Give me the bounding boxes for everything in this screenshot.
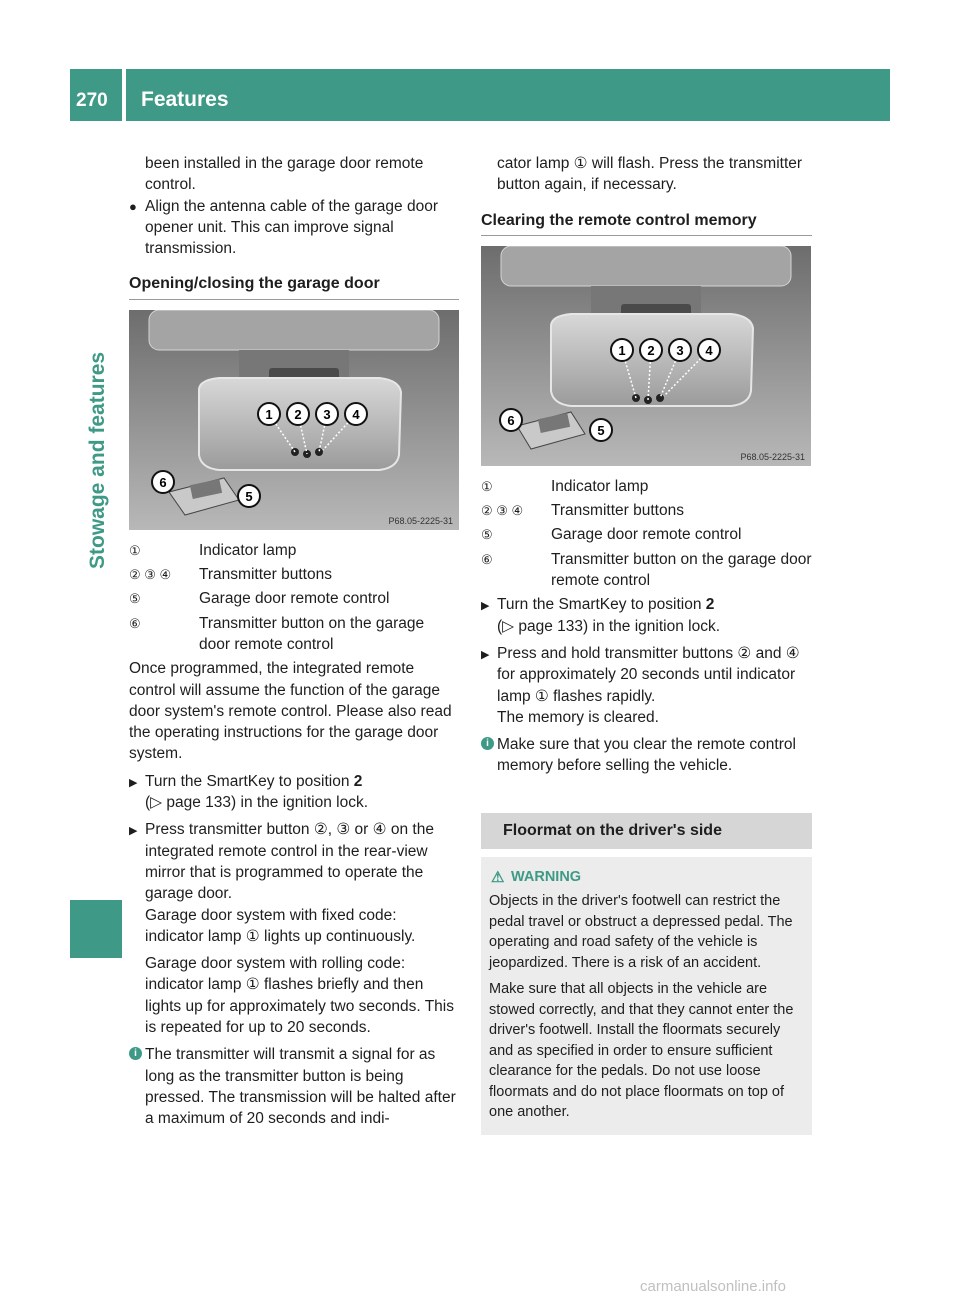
svg-text:2: 2 [647,342,655,358]
legend-text: Indicator lamp [551,477,649,495]
step-press-button: ▶ Press transmitter button ②, ③ or ④ on the integrated remote control in the rear-view mirror that is programmed to operate the garage door. [129,821,434,903]
legend-num: ① [481,478,493,494]
section-title: Features [141,88,229,111]
figure-code-2: P68.05-2225-31 [740,451,805,462]
svg-text:6: 6 [507,412,515,428]
legend-text: Transmitter button on the garage door remote control [551,550,812,590]
heading-opening-closing: Opening/closing the garage door [129,273,459,299]
header-separator [122,69,126,121]
bullet-antenna: ● Align the antenna cable of the garage door opener unit. This can improve signal transmission. [129,197,439,258]
svg-text:5: 5 [597,422,605,438]
intro-text: been installed in the garage door remote control. [145,155,424,194]
mirror-illustration [129,310,459,530]
svg-text:3: 3 [676,342,684,358]
legend-text: Garage door remote control [551,526,742,544]
heading-clearing-memory: Clearing the remote control memory [481,210,812,236]
info-icon: i [129,1047,142,1060]
legend-num: ② ③ ④ [129,567,172,583]
info-icon: i [481,737,494,750]
legend-text: Transmitter buttons [199,566,332,584]
step-turn-key: ▶ Turn the SmartKey to position 2 (▷ page 133) in the ignition lock. [129,772,369,812]
warning-paragraph-2: Make sure that all objects in the vehicle are stowed correctly, and that they cannot enter the driver's footwell. Install the floormats securely and as specified in order to ensure sufficient clearance for the pedals. Do not use loose floormats and do not place floormats on top of one another. [489,981,794,1121]
fixed-code-text: Garage door system with fixed code: indicator lamp ① lights up continuously. [145,906,416,945]
mirror-illustration-2 [481,246,811,466]
step-press-hold: ▶ Press and hold transmitter buttons ② and ④ for approximately 20 seconds until indicator lamp ① flashes rapidly. [481,644,800,705]
svg-text:3: 3 [323,406,331,422]
legend-text: Garage door remote control [199,590,390,608]
svg-text:2: 2 [294,406,302,422]
floormat-heading: Floormat on the driver's side [481,813,812,849]
rolling-code-text: Garage door system with rolling code: indicator lamp ① flashes briefly and then lights up for approximately two seconds. This is repeated for up to 20 seconds. [145,955,455,1037]
legend-num: ⑤ [129,591,141,607]
mirror-figure-2 [481,246,811,466]
warning-box [481,857,812,1135]
left-column [129,153,459,1130]
svg-text:5: 5 [245,488,253,504]
legend-text: Transmitter button on the garage door remote control [199,614,425,653]
warning-icon: ⚠ [491,868,505,886]
page-number: 270 [76,90,108,111]
legend-2 [481,476,812,594]
legend-num: ⑥ [129,615,141,631]
legend-text: Transmitter buttons [551,502,684,520]
side-tab-block [70,900,122,958]
legend-1 [129,540,459,658]
right-column [481,153,812,1135]
figure-code: P68.05-2225-31 [388,515,453,526]
svg-text:1: 1 [618,342,626,358]
legend-num: ① [129,542,141,558]
legend-num: ⑥ [481,551,493,567]
svg-text:1: 1 [265,406,273,422]
memory-cleared-text: The memory is cleared. [497,708,659,726]
info-transmit: i The transmitter will transmit a signal for as long as the transmitter button is being pressed. The transmission will be halted after a maximum of 20 seconds and indi- [129,1044,459,1129]
svg-text:4: 4 [705,342,713,358]
warning-paragraph-1: Objects in the driver's footwell can restrict the pedal travel or obstruct a depressed pedal. The operating and road safety of the vehicle is jeopardized. There is a risk of an accident. [489,893,793,971]
warning-title: ⚠ WARNING [489,867,804,888]
svg-text:4: 4 [352,406,360,422]
side-tab-label: Stowage and features [86,351,109,569]
legend-text: Indicator lamp [199,541,297,559]
watermark: carmanualsonline.info [640,1278,786,1295]
legend-num: ② ③ ④ [481,503,524,519]
step-turn-key-2: ▶ Turn the SmartKey to position 2 (▷ page 133) in the ignition lock. [481,596,721,635]
paragraph-programmed: Once programmed, the integrated remote control will assume the function of the garage door system's remote control. Please also read the operating instructions for the garage door system. [129,660,452,763]
svg-text:6: 6 [159,474,167,490]
info-clear-memory: i Make sure that you clear the remote control memory before selling the vehicle. [481,734,812,777]
mirror-figure-1 [129,310,459,530]
continued-text: cator lamp ① will flash. Press the transmitter button again, if necessary. [497,155,803,194]
legend-num: ⑤ [481,527,493,543]
